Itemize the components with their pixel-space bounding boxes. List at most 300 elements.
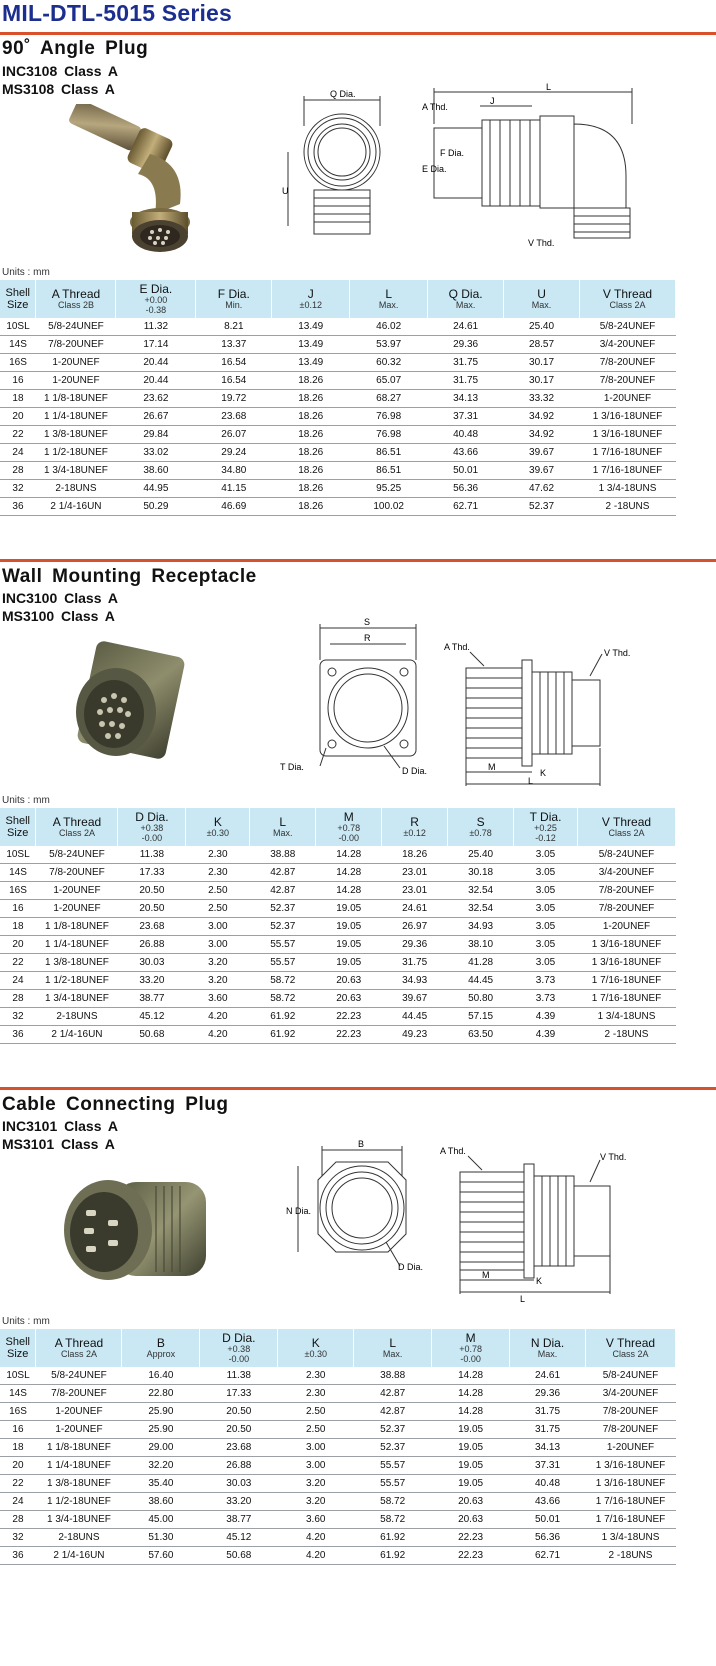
table-cell: 16 [0, 1421, 36, 1439]
column-header-h2: Class 2A [60, 1349, 97, 1359]
angle-plug-photo [60, 104, 200, 264]
table-cell: 1 3/16-18UNEF [577, 936, 675, 954]
table-row [0, 462, 676, 480]
table-cell: 20.50 [200, 1403, 278, 1421]
column-header-h2: Class 2A [608, 828, 645, 838]
table-cell: 38.10 [448, 936, 514, 954]
table-cell: 20.63 [432, 1511, 510, 1529]
column-header [250, 808, 316, 846]
table-cell: 20.63 [432, 1493, 510, 1511]
table-cell: 26.97 [382, 918, 448, 936]
table-header-row [0, 808, 676, 846]
table-cell: 5/8-24UNEF [36, 1367, 122, 1385]
table-cell: 19.05 [432, 1421, 510, 1439]
column-header-h2: Class 2A [612, 1349, 649, 1359]
column-header-h1: V Thread [601, 815, 652, 829]
table-cell: 2.50 [186, 900, 250, 918]
table-cell: 33.20 [118, 972, 186, 990]
table-cell: 5/8-24UNEF [36, 846, 118, 864]
label-s: S [364, 617, 371, 627]
table-cell: 25.90 [122, 1421, 200, 1439]
table-cell: 19.05 [432, 1457, 510, 1475]
table-cell: 47.62 [504, 480, 580, 498]
table-cell: 61.92 [354, 1547, 432, 1565]
section-2-spec-table [0, 808, 676, 1044]
column-header [428, 280, 504, 318]
table-row [0, 918, 676, 936]
table-cell: 13.37 [196, 336, 272, 354]
table-cell: 18 [0, 1439, 36, 1457]
label-l: L [546, 82, 552, 92]
table-cell: 25.40 [504, 318, 580, 336]
column-header-h2: Max. [378, 300, 399, 310]
label-v-thd: V Thd. [604, 648, 630, 658]
table-row [0, 1511, 676, 1529]
table-cell: 1-20UNEF [585, 1439, 675, 1457]
table-cell: 18 [0, 918, 36, 936]
table-cell: 20.44 [116, 354, 196, 372]
table-cell: 1 3/4-18UNS [577, 1008, 675, 1026]
table-cell: 44.45 [382, 1008, 448, 1026]
column-header [272, 280, 350, 318]
table-cell: 3.00 [278, 1457, 354, 1475]
table-cell: 32.54 [448, 882, 514, 900]
table-cell: 17.33 [118, 864, 186, 882]
table-cell: 1-20UNEF [36, 900, 118, 918]
table-cell: 45.12 [118, 1008, 186, 1026]
table-cell: 22.80 [122, 1385, 200, 1403]
table-row [0, 444, 676, 462]
table-row [0, 1475, 676, 1493]
table-cell: 7/8-20UNEF [36, 336, 116, 354]
table-cell: 1 3/16-18UNEF [585, 1475, 675, 1493]
column-header-label: Shell Size [5, 815, 30, 839]
table-cell: 50.01 [510, 1511, 586, 1529]
table-cell: 86.51 [350, 444, 428, 462]
column-header-h1: T Dia. [529, 810, 562, 824]
table-cell: 24 [0, 1493, 36, 1511]
table-cell: 1 1/4-18UNEF [36, 1457, 122, 1475]
table-cell: 34.13 [428, 390, 504, 408]
table-cell: 1 3/8-18UNEF [36, 954, 118, 972]
table-cell: 29.00 [122, 1439, 200, 1457]
table-row [0, 990, 676, 1008]
table-cell: 20.50 [118, 900, 186, 918]
table-cell: 95.25 [350, 480, 428, 498]
table-cell: 23.62 [116, 390, 196, 408]
column-header-h2: +0.25 [534, 823, 557, 833]
table-cell: 13.49 [272, 354, 350, 372]
table-row [0, 972, 676, 990]
table-cell: 1 1/4-18UNEF [36, 408, 116, 426]
table-cell: 3.00 [186, 918, 250, 936]
section-3-sub1: INC3101 Class A [2, 1118, 118, 1134]
column-header [585, 1329, 675, 1367]
table-cell: 16.54 [196, 354, 272, 372]
label-v-thd: V Thd. [600, 1152, 627, 1162]
column-header [118, 808, 186, 846]
table-cell: 62.71 [510, 1547, 586, 1565]
column-header-h1: D Dia. [135, 810, 169, 824]
table-cell: 19.05 [316, 900, 382, 918]
table-cell: 3.20 [278, 1493, 354, 1511]
table-cell: 8.21 [196, 318, 272, 336]
table-cell: 20.50 [118, 882, 186, 900]
column-header [514, 808, 578, 846]
table-cell: 1 7/16-18UNEF [585, 1493, 675, 1511]
table-cell: 17.14 [116, 336, 196, 354]
table-cell: 16 [0, 372, 36, 390]
table-cell: 1-20UNEF [36, 354, 116, 372]
table-cell: 56.36 [428, 480, 504, 498]
table-cell: 51.30 [122, 1529, 200, 1547]
table-cell: 30.17 [504, 354, 580, 372]
table-cell: 2.50 [186, 882, 250, 900]
table-cell: 31.75 [428, 372, 504, 390]
table-cell: 58.72 [250, 990, 316, 1008]
table-cell: 26.88 [118, 936, 186, 954]
table-cell: 52.37 [354, 1439, 432, 1457]
table-cell: 29.84 [116, 426, 196, 444]
table-cell: 42.87 [354, 1403, 432, 1421]
column-header-h2: Approx [146, 1349, 176, 1359]
table-cell: 1 3/4-18UNEF [36, 1511, 122, 1529]
section-3-spec-table [0, 1329, 676, 1565]
table-cell: 18 [0, 390, 36, 408]
table-cell: 58.72 [250, 972, 316, 990]
table-cell: 10SL [0, 318, 36, 336]
table-cell: 39.67 [504, 462, 580, 480]
table-row [0, 1008, 676, 1026]
column-header-h1: D Dia. [222, 1331, 256, 1345]
section-1-units: Units : mm [2, 267, 50, 278]
label-b: B [358, 1139, 365, 1149]
table-row [0, 1529, 676, 1547]
table-cell: 49.23 [382, 1026, 448, 1044]
table-cell: 5/8-24UNEF [585, 1367, 675, 1385]
table-cell: 3/4-20UNEF [585, 1385, 675, 1403]
table-row [0, 1367, 676, 1385]
label-m: M [482, 1270, 490, 1280]
table-cell: 19.05 [432, 1475, 510, 1493]
table-cell: 38.77 [200, 1511, 278, 1529]
table-row [0, 1547, 676, 1565]
section-3-rule [0, 1087, 716, 1090]
label-a-thd: A Thd. [422, 102, 448, 112]
table-cell: 1 1/8-18UNEF [36, 390, 116, 408]
table-row [0, 336, 676, 354]
table-cell: 11.38 [200, 1367, 278, 1385]
table-cell: 1 3/16-18UNEF [585, 1457, 675, 1475]
table-cell: 3.05 [514, 918, 578, 936]
cable-plug-side-drawing [440, 1142, 630, 1304]
table-row [0, 1385, 676, 1403]
table-cell: 24.61 [382, 900, 448, 918]
column-header-h3: -0.00 [141, 833, 163, 843]
table-cell: 24 [0, 444, 36, 462]
table-cell: 31.75 [510, 1403, 586, 1421]
column-header [36, 1329, 122, 1367]
table-cell: 1 3/8-18UNEF [36, 426, 116, 444]
table-row [0, 498, 676, 516]
column-header-h2: +0.38 [227, 1344, 251, 1354]
column-header-h2: +0.78 [337, 823, 361, 833]
section-3-title: Cable Connecting Plug [2, 1094, 229, 1115]
column-header-h1: Q Dia. [448, 287, 483, 301]
table-cell: 7/8-20UNEF [36, 1385, 122, 1403]
table-cell: 1 1/8-18UNEF [36, 918, 118, 936]
table-cell: 13.49 [272, 336, 350, 354]
table-cell: 1 3/4-18UNEF [36, 462, 116, 480]
table-cell: 32 [0, 1008, 36, 1026]
column-header-h1: V Thread [602, 287, 653, 301]
table-cell: 40.48 [510, 1475, 586, 1493]
column-header-h1: F Dia. [217, 287, 250, 301]
table-cell: 33.32 [504, 390, 580, 408]
column-header-h1: L [389, 1336, 396, 1350]
table-cell: 23.68 [118, 918, 186, 936]
table-cell: 19.72 [196, 390, 272, 408]
table-cell: 14.28 [316, 846, 382, 864]
table-cell: 1 3/4-18UNS [585, 1529, 675, 1547]
table-cell: 3.60 [278, 1511, 354, 1529]
table-cell: 2-18UNS [36, 1008, 118, 1026]
label-e-dia: E Dia. [422, 164, 447, 174]
table-cell: 55.57 [250, 954, 316, 972]
table-cell: 2 -18UNS [580, 498, 676, 516]
table-cell: 31.75 [510, 1421, 586, 1439]
table-cell: 29.36 [382, 936, 448, 954]
column-header-h3: -0.12 [535, 833, 556, 843]
table-cell: 57.60 [122, 1547, 200, 1565]
table-cell: 23.01 [382, 882, 448, 900]
table-cell: 20 [0, 408, 36, 426]
table-cell: 3.60 [186, 990, 250, 1008]
table-cell: 3.73 [514, 990, 578, 1008]
table-cell: 65.07 [350, 372, 428, 390]
section-3-sub2: MS3101 Class A [2, 1136, 115, 1152]
table-cell: 1 7/16-18UNEF [580, 462, 676, 480]
column-header [350, 280, 428, 318]
table-cell: 10SL [0, 1367, 36, 1385]
table-cell: 3.00 [186, 936, 250, 954]
table-row [0, 1421, 676, 1439]
table-cell: 22.23 [316, 1026, 382, 1044]
table-cell: 3.20 [186, 972, 250, 990]
table-cell: 3.05 [514, 954, 578, 972]
table-cell: 2.50 [278, 1403, 354, 1421]
table-cell: 43.66 [510, 1493, 586, 1511]
table-cell: 26.88 [200, 1457, 278, 1475]
table-cell: 5/8-24UNEF [580, 318, 676, 336]
table-cell: 50.68 [200, 1547, 278, 1565]
table-cell: 35.40 [122, 1475, 200, 1493]
column-header-h1: J [307, 287, 314, 301]
table-cell: 40.48 [428, 426, 504, 444]
table-cell: 46.69 [196, 498, 272, 516]
column-header-h2: Min. [225, 300, 243, 310]
table-cell: 1-20UNEF [36, 372, 116, 390]
table-row [0, 936, 676, 954]
table-cell: 55.57 [354, 1457, 432, 1475]
table-cell: 11.38 [118, 846, 186, 864]
table-cell: 10SL [0, 846, 36, 864]
table-cell: 5/8-24UNEF [36, 318, 116, 336]
column-header-h1: N Dia. [530, 1336, 565, 1350]
label-d-dia: D Dia. [402, 766, 428, 776]
column-header-h2: +0.78 [459, 1344, 482, 1354]
table-cell: 20 [0, 936, 36, 954]
table-cell: 7/8-20UNEF [577, 882, 675, 900]
table-cell: 76.98 [350, 408, 428, 426]
table-cell: 58.72 [354, 1493, 432, 1511]
table-cell: 4.39 [514, 1008, 578, 1026]
table-cell: 29.36 [428, 336, 504, 354]
table-cell: 30.18 [448, 864, 514, 882]
table-row [0, 1026, 676, 1044]
receptacle-side-drawing [440, 636, 630, 788]
label-v-thd: V Thd. [528, 238, 555, 248]
column-header-h2: Max. [537, 1349, 558, 1359]
table-cell: 76.98 [350, 426, 428, 444]
receptacle-front-drawing [280, 614, 440, 784]
column-header-h1: M [465, 1331, 476, 1345]
column-header-label: Shell Size [5, 287, 30, 311]
table-cell: 7/8-20UNEF [585, 1403, 675, 1421]
table-cell: 2-18UNS [36, 480, 116, 498]
table-cell: 22 [0, 426, 36, 444]
section-1-sub1: INC3108 Class A [2, 63, 118, 79]
table-cell: 1 1/8-18UNEF [36, 1439, 122, 1457]
table-cell: 18.26 [272, 372, 350, 390]
table-cell: 56.36 [510, 1529, 586, 1547]
table-cell: 18.26 [272, 444, 350, 462]
column-header [122, 1329, 200, 1367]
title-rule [0, 32, 716, 35]
table-cell: 1 3/16-18UNEF [580, 426, 676, 444]
column-header-h1: K [311, 1336, 320, 1350]
table-cell: 1 1/4-18UNEF [36, 936, 118, 954]
table-cell: 18.26 [272, 462, 350, 480]
table-row [0, 954, 676, 972]
table-row [0, 1439, 676, 1457]
label-j: J [490, 96, 495, 106]
column-header-h2: Max. [455, 300, 476, 310]
table-row [0, 426, 676, 444]
label-n-dia: N Dia. [286, 1206, 312, 1216]
column-header-h1: L [385, 287, 393, 301]
table-cell: 20.63 [316, 972, 382, 990]
table-cell: 31.75 [428, 354, 504, 372]
label-q-dia: Q Dia. [330, 89, 356, 99]
table-cell: 22 [0, 1475, 36, 1493]
table-cell: 2 -18UNS [577, 1026, 675, 1044]
table-cell: 50.80 [448, 990, 514, 1008]
table-cell: 55.57 [250, 936, 316, 954]
table-cell: 19.05 [432, 1439, 510, 1457]
table-cell: 14.28 [432, 1403, 510, 1421]
table-cell: 63.50 [448, 1026, 514, 1044]
table-row [0, 408, 676, 426]
column-header [0, 1329, 36, 1367]
table-cell: 20.44 [116, 372, 196, 390]
table-cell: 36 [0, 498, 36, 516]
table-cell: 50.01 [428, 462, 504, 480]
label-f-dia: F Dia. [440, 148, 465, 158]
table-cell: 18.26 [272, 408, 350, 426]
column-header-h2: +0.38 [140, 823, 164, 833]
column-header-h1: M [343, 810, 354, 824]
column-header-h2: ±0.30 [304, 1349, 327, 1359]
table-cell: 7/8-20UNEF [36, 864, 118, 882]
table-cell: 24 [0, 972, 36, 990]
table-cell: 3.05 [514, 936, 578, 954]
table-cell: 60.32 [350, 354, 428, 372]
column-header-h1: A Thread [54, 1336, 104, 1350]
section-1-title: 90˚ Angle Plug [2, 38, 149, 59]
column-header-h2: ±0.12 [299, 300, 322, 310]
table-cell: 26.67 [116, 408, 196, 426]
column-header-h3: -0.38 [145, 305, 167, 315]
column-header [577, 808, 675, 846]
column-header-h2: Class 2A [609, 300, 646, 310]
label-k: K [540, 768, 547, 778]
column-header [36, 808, 118, 846]
table-cell: 3.73 [514, 972, 578, 990]
table-cell: 22 [0, 954, 36, 972]
section-2-sub1: INC3100 Class A [2, 590, 118, 606]
column-header-h1: E Dia. [139, 282, 173, 296]
table-row [0, 1403, 676, 1421]
table-cell: 13.49 [272, 318, 350, 336]
table-cell: 24.61 [510, 1367, 586, 1385]
section-2-rule [0, 559, 716, 562]
table-cell: 1-20UNEF [577, 918, 675, 936]
table-cell: 38.77 [118, 990, 186, 1008]
cable-plug-front-drawing [280, 1136, 440, 1286]
table-cell: 20.63 [316, 990, 382, 1008]
table-cell: 19.05 [316, 936, 382, 954]
table-cell: 1 1/2-18UNEF [36, 972, 118, 990]
table-cell: 1 7/16-18UNEF [580, 444, 676, 462]
table-cell: 3.05 [514, 846, 578, 864]
table-cell: 30.03 [200, 1475, 278, 1493]
table-cell: 11.32 [116, 318, 196, 336]
table-cell: 23.68 [200, 1439, 278, 1457]
table-cell: 16.40 [122, 1367, 200, 1385]
table-cell: 52.37 [250, 918, 316, 936]
table-cell: 44.95 [116, 480, 196, 498]
table-cell: 100.02 [350, 498, 428, 516]
column-header [278, 1329, 354, 1367]
table-cell: 7/8-20UNEF [580, 372, 676, 390]
table-cell: 2-18UNS [36, 1529, 122, 1547]
table-header-row [0, 280, 676, 318]
table-cell: 1 3/4-18UNEF [36, 990, 118, 1008]
label-l: L [520, 1294, 526, 1304]
table-cell: 1 3/16-18UNEF [577, 954, 675, 972]
label-a-thd: A Thd. [440, 1146, 466, 1156]
table-cell: 68.27 [350, 390, 428, 408]
column-header [0, 808, 36, 846]
table-cell: 7/8-20UNEF [585, 1421, 675, 1439]
table-cell: 4.20 [186, 1026, 250, 1044]
table-cell: 29.36 [510, 1385, 586, 1403]
table-row [0, 864, 676, 882]
table-cell: 3.00 [278, 1439, 354, 1457]
column-header-h2: Max. [273, 828, 293, 838]
table-cell: 53.97 [350, 336, 428, 354]
